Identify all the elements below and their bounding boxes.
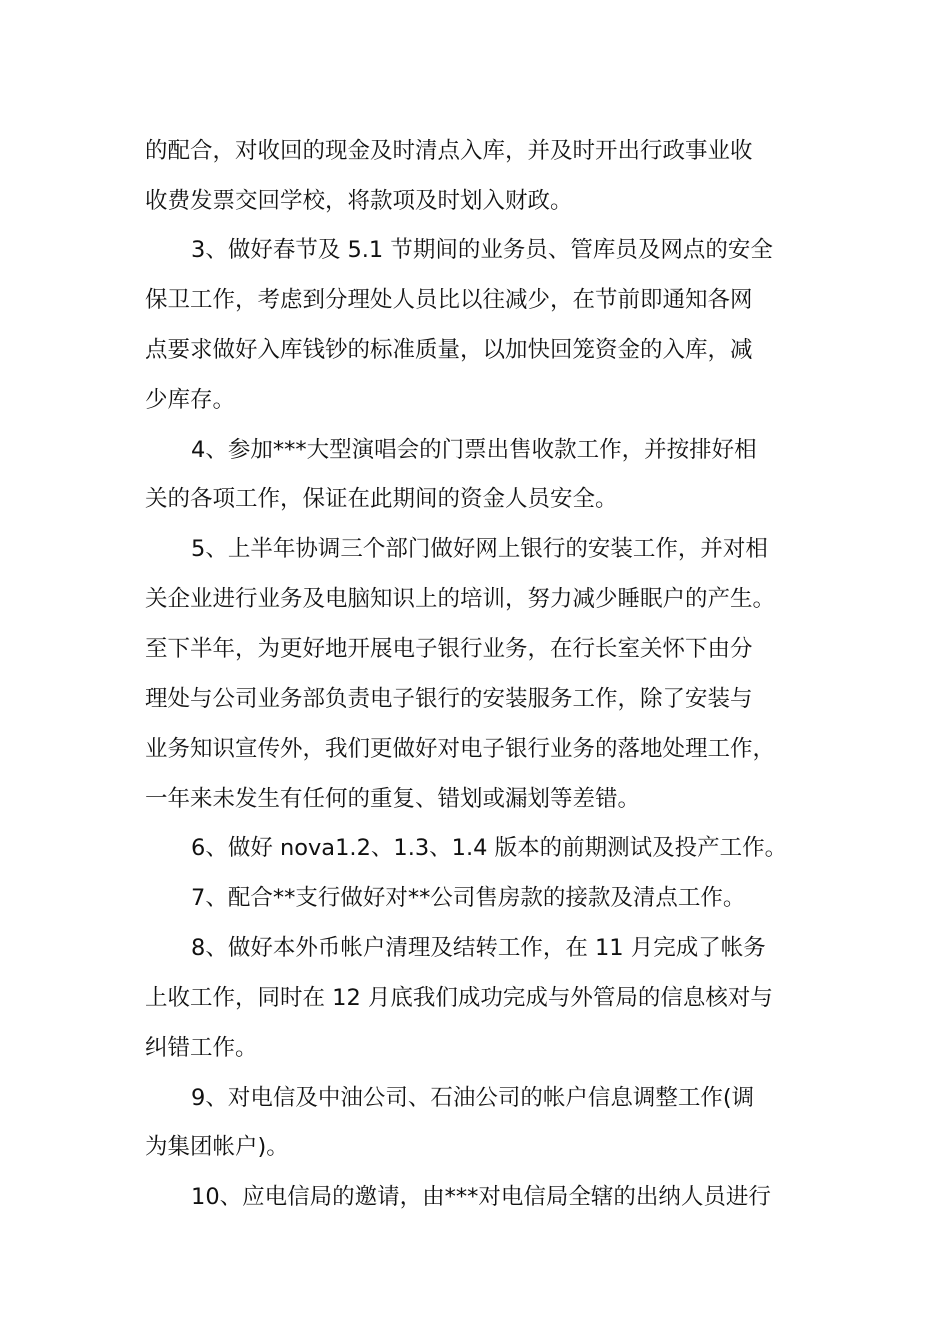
text-line: 3、做好春节及 5.1 节期间的业务员、管库员及网点的安全 [191, 237, 773, 263]
text-line: 4、参加***大型演唱会的门票出售收款工作，并按排好相 [191, 437, 757, 463]
text-line: 7、配合**支行做好对**公司售房款的接款及清点工作。 [191, 885, 746, 911]
text-line: 关的各项工作，保证在此期间的资金人员安全。 [145, 486, 618, 512]
text-line: 少库存。 [145, 387, 236, 413]
text-line: 纠错工作。 [145, 1035, 258, 1061]
text-line: 5、上半年协调三个部门做好网上银行的安装工作，并对相 [191, 536, 768, 562]
text-line: 点要求做好入库钱钞的标准质量，以加快回笼资金的入库，减 [145, 337, 753, 363]
text-line: 为集团帐户)。 [145, 1134, 289, 1160]
text-line: 理处与公司业务部负责电子银行的安装服务工作，除了安装与 [145, 686, 753, 712]
text-line: 10、应电信局的邀请，由***对电信局全辖的出纳人员进行 [191, 1184, 771, 1210]
text-line: 8、做好本外币帐户清理及结转工作，在 11 月完成了帐务 [191, 935, 766, 961]
text-line: 收费发票交回学校，将款项及时划入财政。 [145, 188, 573, 214]
text-line: 的配合，对收回的现金及时清点入库，并及时开出行政事业收 [145, 138, 753, 164]
text-line: 9、对电信及中油公司、石油公司的帐户信息调整工作(调 [191, 1085, 755, 1111]
text-line: 一年来未发生有任何的重复、错划或漏划等差错。 [145, 786, 641, 812]
text-line: 业务知识宣传外，我们更做好对电子银行业务的落地处理工作， [145, 736, 776, 762]
text-line: 关企业进行业务及电脑知识上的培训，努力减少睡眠户的产生。 [145, 586, 776, 612]
text-line: 保卫工作，考虑到分理处人员比以往减少，在节前即通知各网 [145, 287, 753, 313]
text-line: 上收工作，同时在 12 月底我们成功完成与外管局的信息核对与 [145, 985, 773, 1011]
text-line: 6、做好 nova1.2、1.3、1.4 版本的前期测试及投产工作。 [191, 835, 788, 861]
text-line: 至下半年，为更好地开展电子银行业务，在行长室关怀下由分 [145, 636, 753, 662]
